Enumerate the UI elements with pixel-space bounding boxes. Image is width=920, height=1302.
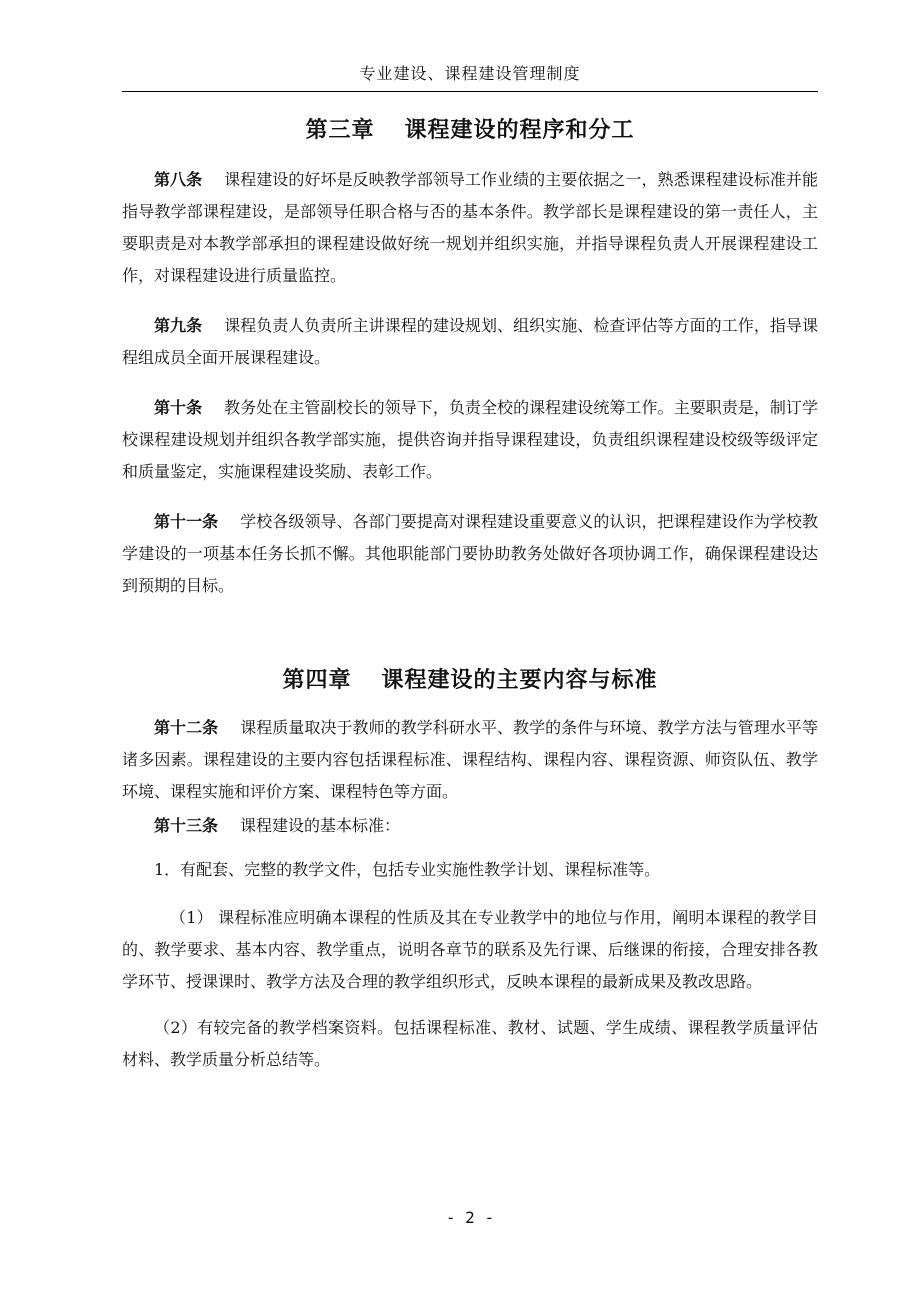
chapter-4-number: 第四章 [282,667,352,693]
article-13-number: 第十三条 [154,816,219,835]
article-9 [122,310,818,374]
item-1-2: （2）有较完备的教学档案资料。包括课程标准、教材、试题、学生成绩、课程教学质量评估材料、教学质量分析总结等。 [122,1018,818,1069]
article-9-number: 第九条 [154,316,203,335]
article-12 [122,712,818,808]
article-10 [122,392,818,488]
article-9-text: 课程负责人负责所主讲课程的建设规划、组织实施、检查评估等方面的工作，指导课程组成员全面开展课程建设。 [122,316,818,367]
article-12-text: 课程质量取决于教师的教学科研水平、教学的条件与环境、教学方法与管理水平等诸多因素。课程建设的主要内容包括课程标准、课程结构、课程内容、课程资源、师资队伍、教学环境、课程实施和评价方案、课程特色等方面。 [122,718,818,801]
article-11-text: 学校各级领导、各部门要提高对课程建设重要意义的认识，把课程建设作为学校教学建设的一项基本任务长抓不懈。其他职能部门要协助教务处做好各项协调工作，确保课程建设达到预期的目标。 [122,512,818,595]
chapter-4-title [122,660,818,700]
article-11-number: 第十一条 [154,512,219,531]
chapter-4-heading: 课程建设的主要内容与标准 [381,667,658,693]
chapter-3-heading: 课程建设的程序和分工 [404,117,635,143]
article-8 [122,164,818,292]
article-13 [122,810,818,842]
article-12-number: 第十二条 [154,718,219,737]
running-header: 专业建设、课程建设管理制度 [359,64,581,83]
article-10-number: 第十条 [154,398,203,417]
article-13-text: 课程建设的基本标准： [240,816,401,835]
chapter-3-title [122,110,818,150]
article-11 [122,506,818,602]
item-1: 1．有配套、完整的教学文件，包括专业实施性教学计划、课程标准等。 [154,860,661,879]
item-1-1: （1） 课程标准应明确本课程的性质及其在专业教学中的地位与作用，阐明本课程的教学目的、教学要求、基本内容、教学重点，说明各章节的联系及先行课、后继课的衔接，合理安排各教学环节、授课课时、教学方法及合理的教学组织形式，反映本课程的最新成果及教改思路。 [122,908,818,991]
article-8-number: 第八条 [154,170,203,189]
header-rule [122,91,818,92]
document-body [122,110,818,1076]
article-8-text: 课程建设的好坏是反映教学部领导工作业绩的主要依据之一，熟悉课程建设标准并能指导教学部课程建设，是部领导任职合格与否的基本条件。教学部长是课程建设的第一责任人，主要职责是对本教学部承担的课程建设做好统一规划并组织实施，并指导课程负责人开展课程建设工作，对课程建设进行质量监控。 [122,170,818,285]
article-10-text: 教务处在主管副校长的领导下，负责全校的课程建设统筹工作。主要职责是，制订学校课程建设规划并组织各教学部实施，提供咨询并指导课程建设，负责组织课程建设校级等级评定和质量鉴定，实施课程建设奖励、表彰工作。 [122,398,818,481]
page-number: - 2 - [445,1208,495,1227]
chapter-3-number: 第三章 [305,117,375,143]
